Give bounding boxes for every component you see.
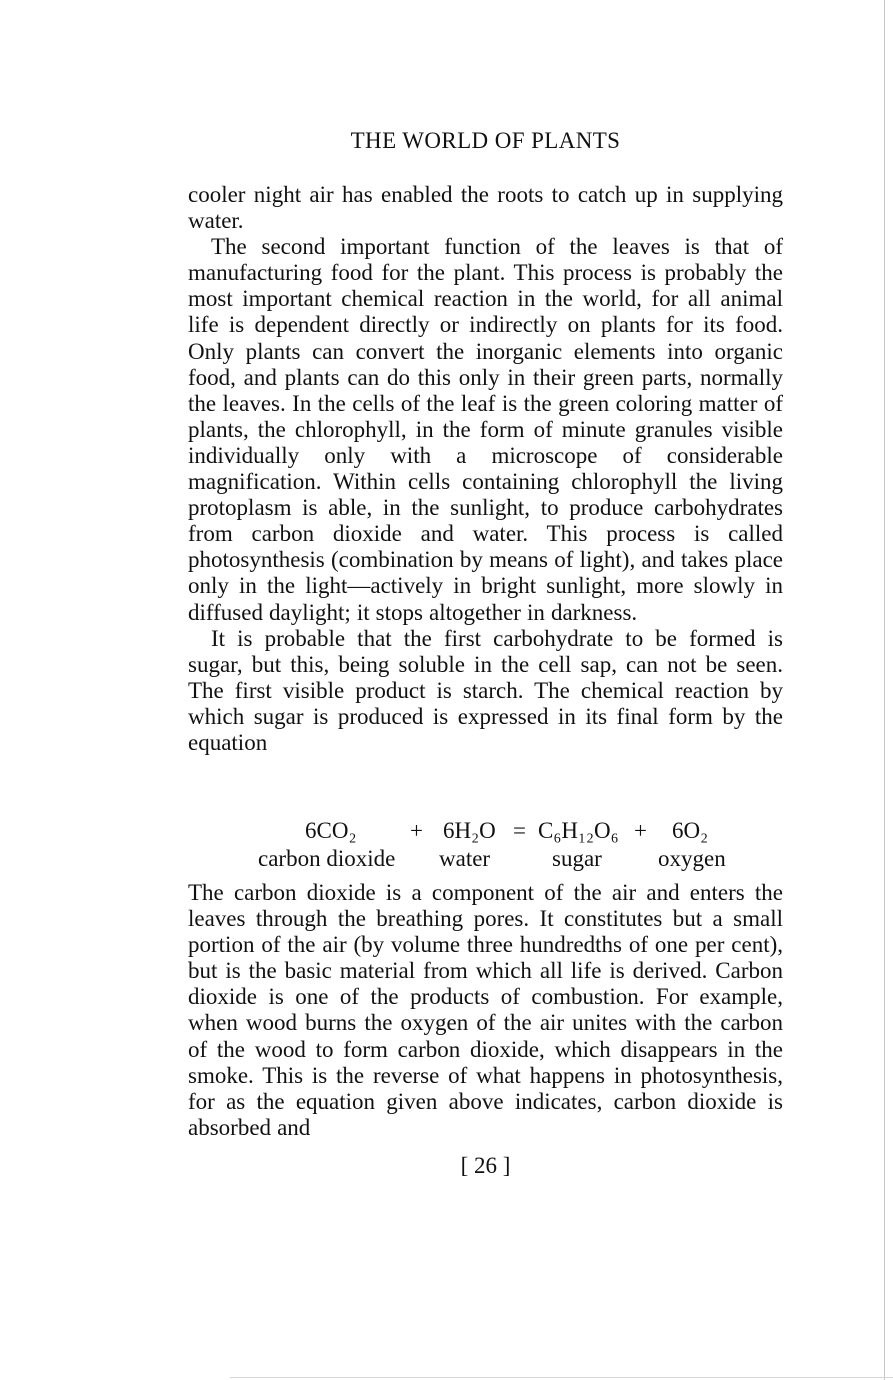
page-edge-line: [884, 0, 885, 1380]
equation-term-o2: 6O₂: [672, 818, 709, 843]
equation-term-sugar: C₆H₁₂O₆: [538, 818, 619, 843]
equation-term-co2: 6CO₂: [305, 818, 357, 843]
paragraph-carbon-dioxide: The carbon dioxide is a component of the air and enters the leaves through the breathing pores. It constitutes but a small portion of the air (by volume three hundredths of one per cent), but is the basic material from which all life is derived. Carbon dioxide is one of the products of combustion. For example, when wood burns the oxygen of the air unites with the carbon of the wood to form carbon dioxide, which disappears in the smoke. This is the reverse of what happens in photosynthesis, for as the equation given above indicates, carbon dioxide is absorbed and: [188, 880, 783, 1140]
body-text-bottom: [188, 880, 783, 1141]
page-number: [ 26 ]: [460, 1153, 511, 1178]
equation-plus: +: [634, 818, 647, 843]
paragraph-carbohydrate: It is probable that the first carbohydrate to be formed is sugar, but this, being soluble in the cell sap, can not be seen. The first visible product is starch. The chemical reaction by which sugar is produced is expressed in its final form by the equation: [188, 625, 783, 755]
paragraph-continued: cooler night air has enabled the roots to catch up in supplying water.: [188, 182, 783, 234]
chemical-equation: [188, 818, 783, 870]
paragraph-leaf-function: The second important function of the leaves is that of manufacturing food for the plant. This process is probably the most important chemical reaction in the world, for all animal life is dependent directly or indirectly on plants for its food. Only plants can convert the inorganic elements into organic food, and plants can do this only in their green parts, normally the leaves. In the cells of the leaf is the green coloring matter of plants, the chlorophyll, in the form of minute granules visible individually only with a microscope of considerable magnification. Within cells containing chlorophyll the living protoplasm is able, in the sunlight, to produce carbohydrates from carbon dioxide and water. This process is called photosynthesis (combination by means of light), and takes place only in the light—actively in bright sunlight, more slowly in diffused daylight; it stops altogether in darkness.: [188, 234, 783, 625]
equation-label-co2: carbon dioxide: [258, 846, 396, 871]
equation-label-o2: oxygen: [658, 846, 726, 871]
equation-equals: =: [513, 818, 526, 843]
equation-term-h2o: 6H₂O: [443, 818, 496, 843]
page-bottom-line: [230, 1377, 893, 1378]
equation-plus: +: [410, 818, 423, 843]
equation-label-sugar: sugar: [552, 846, 602, 871]
equation-label-h2o: water: [439, 846, 491, 871]
running-head: THE WORLD OF PLANTS: [350, 128, 621, 153]
body-text-top: [188, 182, 783, 756]
